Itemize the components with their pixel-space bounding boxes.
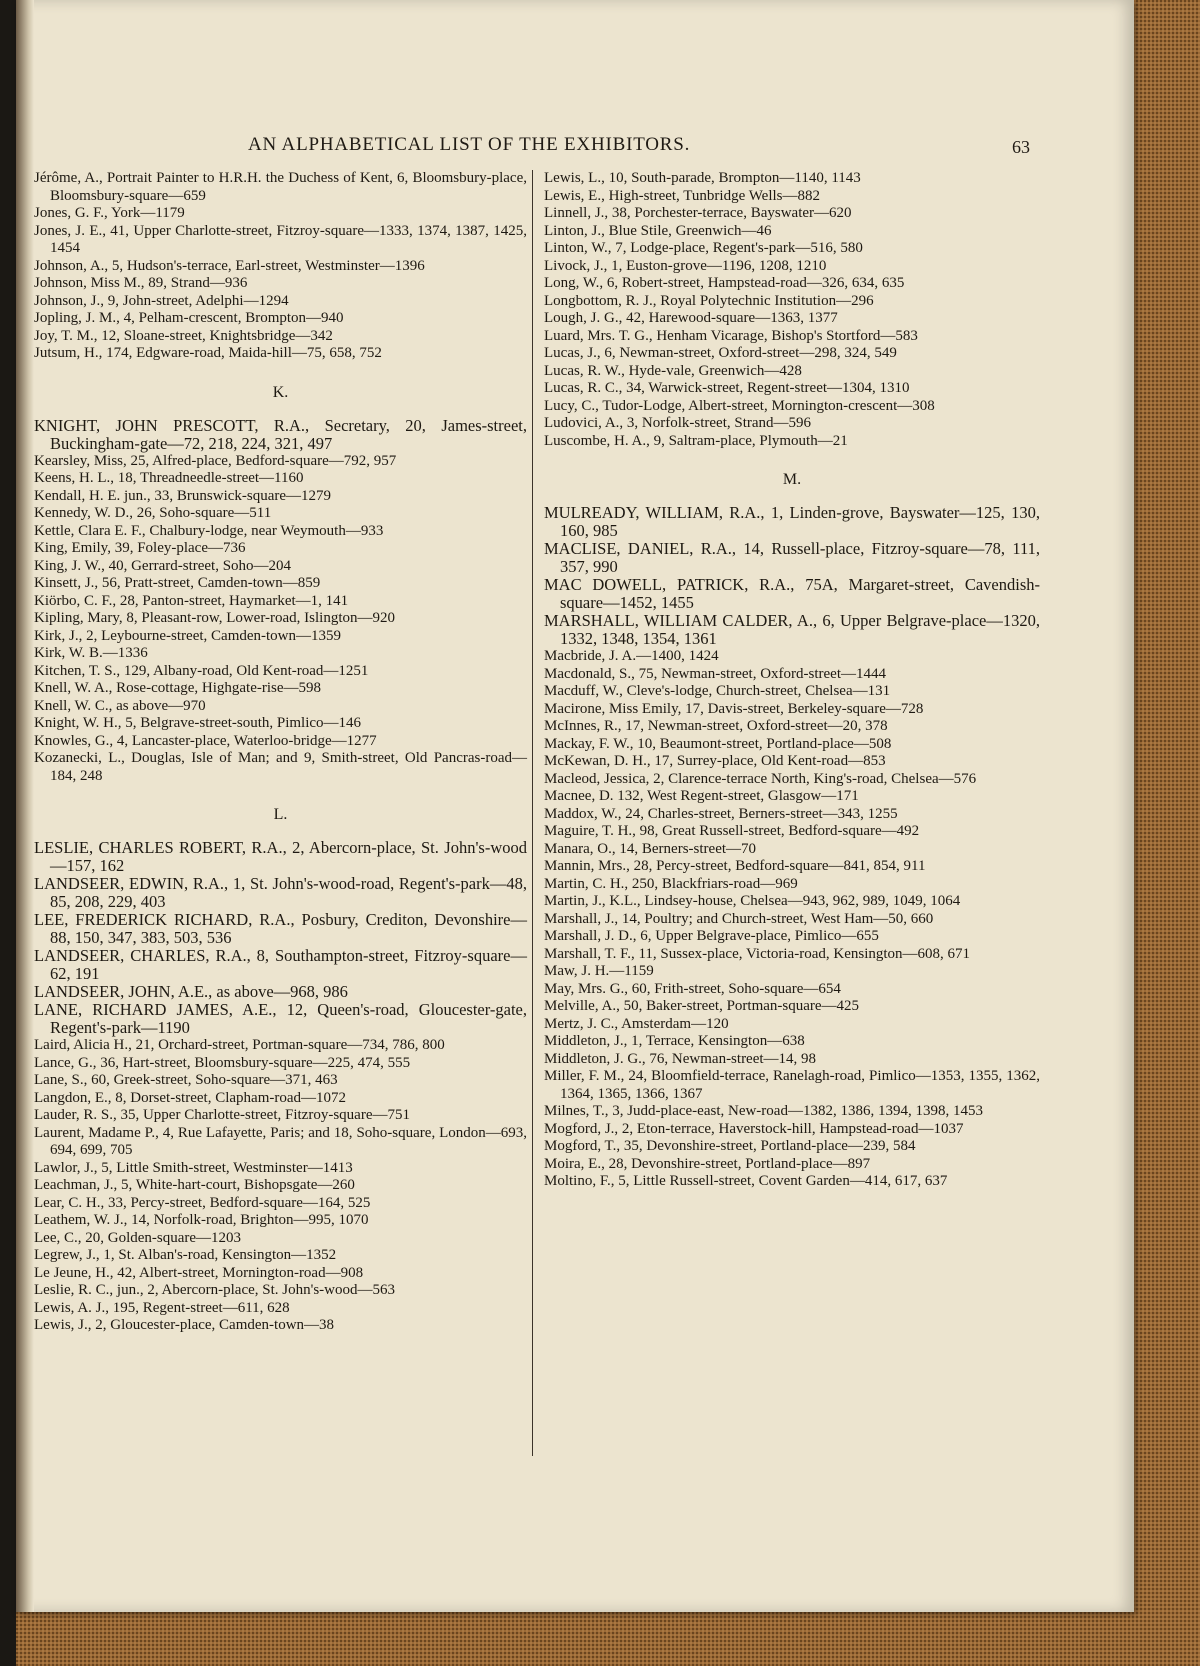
k-major-entry-list [34, 417, 527, 453]
major-exhibitor-entry: LANDSEER, CHARLES, R.A., 8, Southampton-street, Fitzroy-square—62, 191 [34, 946, 527, 983]
exhibitor-entry: Melville, A., 50, Baker-street, Portman-square—425 [544, 998, 860, 1014]
exhibitor-entry: Milnes, T., 3, Judd-place-east, New-road—1382, 1386, 1394, 1398, 1453 [544, 1103, 983, 1119]
book-cover-board [16, 0, 1200, 1666]
exhibitor-entry: Linton, W., 7, Lodge-place, Regent's-park—516, 580 [544, 240, 863, 256]
exhibitor-entry: Knell, W. A., Rose-cottage, Highgate-rise—598 [34, 680, 322, 696]
exhibitor-entry: Kirk, J., 2, Leybourne-street, Camden-town—1359 [34, 627, 342, 644]
exhibitor-entry: Kearsley, Miss, 25, Alfred-place, Bedford-square—792, 957 [34, 452, 397, 469]
exhibitor-entry: Lucas, R. W., Hyde-vale, Greenwich—428 [544, 362, 802, 379]
section-heading-m: M. [782, 471, 802, 488]
exhibitor-entry: Maddox, W., 24, Charles-street, Berners-street—343, 1255 [544, 805, 898, 822]
exhibitor-entry: May, Mrs. G., 60, Frith-street, Soho-square—654 [544, 980, 841, 997]
exhibitor-entry: Marshall, J. D., 6, Upper Belgrave-place, Pimlico—655 [544, 928, 879, 944]
exhibitor-entry: Knowles, G., 4, Lancaster-place, Waterloo-bridge—1277 [34, 732, 377, 749]
m-entry-list [544, 648, 1040, 1191]
exhibitor-entry: Mackay, F. W., 10, Beaumont-street, Portland-place—508 [544, 735, 892, 752]
exhibitor-entry: Lucas, R. C., 34, Warwick-street, Regent-street—1304, 1310 [544, 380, 910, 396]
exhibitor-entry: Ludovici, A., 3, Norfolk-street, Strand—596 [544, 415, 812, 431]
exhibitor-entry: Maguire, T. H., 98, Great Russell-street, Bedford-square—492 [544, 823, 920, 839]
major-exhibitor-entry: LANE, RICHARD JAMES, A.E., 12, Queen's-road, Gloucester-gate, Regent's-park—1190 [34, 1000, 527, 1037]
exhibitor-entry: McKewan, D. H., 17, Surrey-place, Old Kent-road—853 [544, 753, 886, 769]
exhibitor-entry: Livock, J., 1, Euston-grove—1196, 1208, 1210 [544, 257, 827, 274]
exhibitor-entry: Langdon, E., 8, Dorset-street, Clapham-road—1072 [34, 1089, 347, 1106]
major-exhibitor-entry: MAC DOWELL, PATRICK, R.A., 75A, Margaret-street, Cavendish-square—1452, 1455 [544, 575, 1040, 612]
exhibitor-entry: Macduff, W., Cleve's-lodge, Church-street, Chelsea—131 [544, 683, 891, 699]
exhibitor-entry: Johnson, J., 9, John-street, Adelphi—1294 [34, 292, 289, 309]
exhibitor-entry: Jones, J. E., 41, Upper Charlotte-street, Fitzroy-square—1333, 1374, 1387, 1425, 1454 [34, 222, 527, 256]
exhibitor-entry: Le Jeune, H., 42, Albert-street, Mornington-road—908 [34, 1264, 364, 1281]
exhibitor-entry: Marshall, T. F., 11, Sussex-place, Victoria-road, Kensington—608, 671 [544, 945, 971, 962]
exhibitor-entry: Kettle, Clara E. F., Chalbury-lodge, near Weymouth—933 [34, 522, 384, 539]
exhibitor-entry: Macnee, D. 132, West Regent-street, Glasgow—171 [544, 788, 859, 804]
exhibitor-entry: Jones, G. F., York—1179 [34, 205, 185, 221]
exhibitor-entry: Manara, O., 14, Berners-street—70 [544, 840, 757, 857]
exhibitor-entry: Middleton, J. G., 76, Newman-street—14, 98 [544, 1050, 817, 1067]
major-exhibitor-entry: MULREADY, WILLIAM, R.A., 1, Linden-grove, Bayswater—125, 130, 160, 985 [544, 503, 1040, 540]
exhibitor-entry: Linton, J., Blue Stile, Greenwich—46 [544, 222, 772, 239]
major-exhibitor-entry: LANDSEER, JOHN, A.E., as above—968, 986 [34, 982, 348, 1001]
exhibitor-entry: Lucas, J., 6, Newman-street, Oxford-street—298, 324, 549 [544, 345, 897, 361]
exhibitor-entry: Macbride, J. A.—1400, 1424 [544, 648, 719, 664]
exhibitor-entry: Lewis, E., High-street, Tunbridge Wells—882 [544, 187, 820, 204]
exhibitor-entry: Laurent, Madame P., 4, Rue Lafayette, Paris; and 18, Soho-square, London—693, 694, 699, 705 [34, 1124, 527, 1158]
exhibitor-entry: Mertz, J. C., Amsterdam—120 [544, 1015, 729, 1032]
exhibitor-entry: Knight, W. H., 5, Belgrave-street-south, Pimlico—146 [34, 715, 362, 731]
exhibitor-entry: Kozanecki, L., Douglas, Isle of Man; and 9, Smith-street, Old Pancras-road—184, 248 [34, 750, 527, 784]
exhibitor-entry: Jopling, J. M., 4, Pelham-crescent, Brompton—940 [34, 310, 344, 326]
column-divider [532, 170, 533, 1456]
exhibitor-entry: Kitchen, T. S., 129, Albany-road, Old Kent-road—1251 [34, 662, 369, 679]
m-major-entry-list [544, 504, 1040, 648]
exhibitor-entry: Knell, W. C., as above—970 [34, 697, 206, 714]
exhibitor-entry: Kiörbo, C. F., 28, Panton-street, Haymarket—1, 141 [34, 592, 349, 609]
j-entry-list [34, 170, 527, 363]
exhibitor-entry: Mogford, T., 35, Devonshire-street, Portland-place—239, 584 [544, 1138, 916, 1154]
exhibitor-entry: Kennedy, W. D., 26, Soho-square—511 [34, 505, 272, 521]
exhibitor-entry: Kendall, H. E. jun., 33, Brunswick-square—1279 [34, 487, 332, 504]
exhibitor-entry: King, Emily, 39, Foley-place—736 [34, 540, 246, 556]
exhibitor-entry: Moira, E., 28, Devonshire-street, Portland-place—897 [544, 1155, 871, 1172]
exhibitor-entry: Leslie, R. C., jun., 2, Abercorn-place, St. John's-wood—563 [34, 1282, 395, 1298]
exhibitor-entry: Lane, S., 60, Greek-street, Soho-square—371, 463 [34, 1072, 338, 1088]
exhibitor-entry: Joy, T. M., 12, Sloane-street, Knightsbridge—342 [34, 327, 333, 344]
l-continued-entry-list [544, 170, 1040, 450]
exhibitor-entry: Macdonald, S., 75, Newman-street, Oxford-street—1444 [544, 665, 886, 682]
exhibitor-entry: Luscombe, H. A., 9, Saltram-place, Plymouth—21 [544, 432, 848, 449]
exhibitor-entry: Lee, C., 20, Golden-square—1203 [34, 1229, 242, 1246]
exhibitor-entry: Maw, J. H.—1159 [544, 963, 654, 979]
exhibitor-entry: Legrew, J., 1, St. Alban's-road, Kensington—1352 [34, 1247, 337, 1263]
exhibitor-entry: McInnes, R., 17, Newman-street, Oxford-street—20, 378 [544, 718, 888, 734]
exhibitor-entry: Lewis, J., 2, Gloucester-place, Camden-town—38 [34, 1317, 335, 1333]
exhibitor-entry: Lance, G., 36, Hart-street, Bloomsbury-square—225, 474, 555 [34, 1054, 411, 1071]
major-exhibitor-entry: MACLISE, DANIEL, R.A., 14, Russell-place, Fitzroy-square—78, 111, 357, 990 [544, 539, 1040, 576]
exhibitor-entry: Leathem, W. J., 14, Norfolk-road, Brighton—995, 1070 [34, 1212, 369, 1228]
exhibitor-entry: Macleod, Jessica, 2, Clarence-terrace North, King's-road, Chelsea—576 [544, 770, 977, 787]
l-entry-list [34, 1037, 527, 1335]
k-entry-list [34, 453, 527, 786]
exhibitor-entry: Mannin, Mrs., 28, Percy-street, Bedford-square—841, 854, 911 [544, 858, 926, 874]
exhibitor-entry: Keens, H. L., 18, Threadneedle-street—1160 [34, 470, 304, 486]
major-exhibitor-entry: MARSHALL, WILLIAM CALDER, A., 6, Upper Belgrave-place—1320, 1332, 1348, 1354, 1361 [544, 611, 1040, 648]
major-exhibitor-entry: LANDSEER, EDWIN, R.A., 1, St. John's-wood-road, Regent's-park—48, 85, 208, 229, 403 [34, 874, 527, 911]
exhibitor-entry: Jérôme, A., Portrait Painter to H.R.H. the Duchess of Kent, 6, Bloomsbury-place, Bloomsbury-square—659 [34, 170, 527, 204]
exhibitor-entry: Moltino, F., 5, Little Russell-street, Covent Garden—414, 617, 637 [544, 1173, 948, 1189]
exhibitor-entry: Lewis, L., 10, South-parade, Brompton—1140, 1143 [544, 170, 861, 186]
left-column [34, 170, 527, 1335]
exhibitor-entry: King, J. W., 40, Gerrard-street, Soho—204 [34, 557, 292, 574]
exhibitor-entry: Macirone, Miss Emily, 17, Davis-street, Berkeley-square—728 [544, 700, 924, 717]
exhibitor-entry: Longbottom, R. J., Royal Polytechnic Institution—296 [544, 292, 874, 309]
exhibitor-entry: Long, W., 6, Robert-street, Hampstead-road—326, 634, 635 [544, 275, 905, 291]
major-exhibitor-entry: LESLIE, CHARLES ROBERT, R.A., 2, Abercorn-place, St. John's-wood—157, 162 [34, 838, 527, 875]
exhibitor-entry: Middleton, J., 1, Terrace, Kensington—638 [544, 1033, 805, 1049]
major-exhibitor-entry: KNIGHT, JOHN PRESCOTT, R.A., Secretary, 20, James-street, Buckingham-gate—72, 218, 224, 321, 497 [34, 415, 527, 453]
exhibitor-entry: Kinsett, J., 56, Pratt-street, Camden-town—859 [34, 575, 321, 591]
exhibitor-entry: Lewis, A. J., 195, Regent-street—611, 628 [34, 1299, 290, 1316]
exhibitor-entry: Leachman, J., 5, White-hart-court, Bishopsgate—260 [34, 1177, 355, 1193]
l-major-entry-list [34, 839, 527, 1037]
book-page [16, 0, 1134, 1612]
exhibitor-entry: Johnson, Miss M., 89, Strand—936 [34, 275, 248, 291]
exhibitor-entry: Lough, J. G., 42, Harewood-square—1363, 1377 [544, 310, 838, 326]
exhibitor-entry: Kirk, W. B.—1336 [34, 645, 148, 661]
exhibitor-entry: Johnson, A., 5, Hudson's-terrace, Earl-street, Westminster—1396 [34, 257, 425, 274]
right-column [544, 170, 1040, 1191]
page-gutter-shadow [16, 0, 34, 1612]
exhibitor-entry: Miller, F. M., 24, Bloomfield-terrace, Ranelagh-road, Pimlico—1353, 1355, 1362, 1364, 1365, 1366, 1367 [544, 1068, 1040, 1102]
page-title: AN ALPHABETICAL LIST OF THE EXHIBITORS. [248, 134, 691, 155]
exhibitor-entry: Martin, C. H., 250, Blackfriars-road—969 [544, 875, 798, 892]
exhibitor-entry: Mogford, J., 2, Eton-terrace, Haverstock-hill, Hampstead-road—1037 [544, 1120, 964, 1137]
exhibitor-entry: Martin, J., K.L., Lindsey-house, Chelsea—943, 962, 989, 1049, 1064 [544, 893, 961, 909]
section-heading-k: K. [272, 383, 289, 401]
major-exhibitor-entry: LEE, FREDERICK RICHARD, R.A., Posbury, Crediton, Devonshire—88, 150, 347, 383, 503, 536 [34, 910, 527, 947]
exhibitor-entry: Kipling, Mary, 8, Pleasant-row, Lower-road, Islington—920 [34, 610, 396, 626]
section-heading-l: L. [273, 806, 288, 823]
exhibitor-entry: Linnell, J., 38, Porchester-terrace, Bayswater—620 [544, 205, 852, 221]
exhibitor-entry: Laird, Alicia H., 21, Orchard-street, Portman-square—734, 786, 800 [34, 1037, 445, 1053]
exhibitor-entry: Lauder, R. S., 35, Upper Charlotte-street, Fitzroy-square—751 [34, 1107, 410, 1123]
exhibitor-entry: Luard, Mrs. T. G., Henham Vicarage, Bishop's Stortford—583 [544, 327, 918, 344]
page-number: 63 [1012, 137, 1030, 157]
exhibitor-entry: Marshall, J., 14, Poultry; and Church-street, West Ham—50, 660 [544, 910, 934, 927]
exhibitor-entry: Lucy, C., Tudor-Lodge, Albert-street, Mornington-crescent—308 [544, 397, 935, 414]
exhibitor-entry: Jutsum, H., 174, Edgware-road, Maida-hill—75, 658, 752 [34, 345, 382, 361]
exhibitor-entry: Lawlor, J., 5, Little Smith-street, Westminster—1413 [34, 1159, 353, 1176]
exhibitor-entry: Lear, C. H., 33, Percy-street, Bedford-square—164, 525 [34, 1194, 371, 1211]
